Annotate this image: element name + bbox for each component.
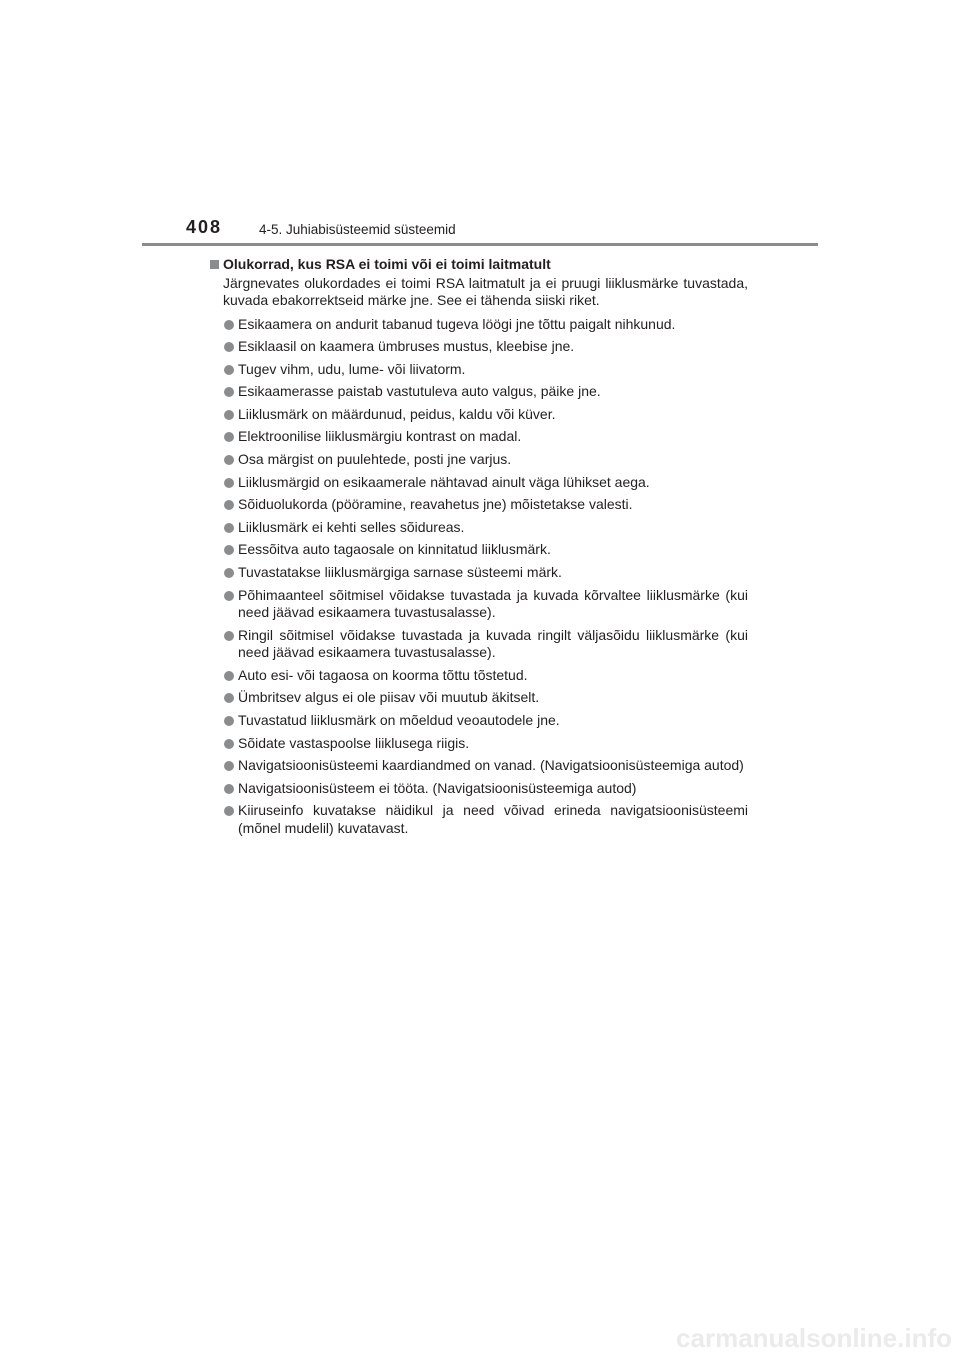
list-item	[208, 451, 748, 469]
list-item-text: Esikaamera on andurit tabanud tugeva löögi jne tõttu paigalt nihkunud.	[238, 315, 676, 332]
header-divider	[142, 243, 818, 246]
page-number: 408	[186, 217, 223, 237]
list-item	[208, 474, 748, 492]
list-item	[208, 406, 748, 424]
circle-bullet-icon	[224, 432, 234, 442]
circle-bullet-icon	[224, 387, 234, 397]
circle-bullet-icon	[224, 693, 234, 703]
page-content	[208, 256, 748, 842]
list-item	[208, 802, 748, 837]
list-item-text: Esikaamerasse paistab vastutuleva auto valgus, päike jne.	[238, 383, 601, 400]
section-title: 4-5. Juhiabisüsteemid süsteemid	[259, 222, 456, 237]
list-item	[208, 667, 748, 685]
circle-bullet-icon	[224, 478, 234, 488]
list-item	[208, 428, 748, 446]
watermark: carmanualsonline.info	[676, 1323, 952, 1353]
list-item	[208, 712, 748, 730]
circle-bullet-icon	[224, 591, 234, 601]
circle-bullet-icon	[224, 784, 234, 794]
list-item	[208, 564, 748, 582]
circle-bullet-icon	[224, 365, 234, 375]
list-item	[208, 587, 748, 622]
circle-bullet-icon	[224, 806, 234, 816]
circle-bullet-icon	[224, 716, 234, 726]
list-item-text: Ringil sõitmisel võidakse tuvastada ja kuvada ringilt väljasõidu liiklusmärke (kui need jäävad esikaamera tuvastusalasse).	[238, 626, 748, 661]
list-item	[208, 338, 748, 356]
list-item-text: Eessõitva auto tagaosale on kinnitatud liiklusmärk.	[238, 541, 551, 558]
list-item-text: Auto esi- või tagaosa on koorma tõttu tõstetud.	[238, 666, 528, 683]
list-item-text: Navigatsioonisüsteemi kaardiandmed on vanad. (Navigatsioonisüsteemiga autod)	[238, 757, 744, 774]
circle-bullet-icon	[224, 455, 234, 465]
section-intro: Järgnevates olukordades ei toimi RSA laitmatult ja ei pruugi liiklusmärke tuvastada, kuvada ebakorrektseid märke jne. See ei tähenda siiski riket.	[223, 274, 748, 308]
list-item-text: Esiklaasil on kaamera ümbruses mustus, kleebise jne.	[238, 338, 575, 355]
circle-bullet-icon	[224, 523, 234, 533]
list-item	[208, 735, 748, 753]
section-heading-text: Olukorrad, kus RSA ei toimi või ei toimi laitmatult	[223, 256, 551, 272]
circle-bullet-icon	[224, 568, 234, 578]
list-item-text: Kiiruseinfo kuvatakse näidikul ja need võivad erineda navigatsioonisüsteemi (mõnel mudelil) kuvatavast.	[238, 802, 748, 836]
list-item-text: Liiklusmärk on määrdunud, peidus, kaldu või küver.	[238, 405, 556, 422]
list-item-text: Sõiduolukorda (pööramine, reavahetus jne) mõistetakse valesti.	[238, 496, 633, 513]
list-item-text: Tugev vihm, udu, lume- või liivatorm.	[238, 360, 466, 377]
list-item	[208, 316, 748, 334]
circle-bullet-icon	[224, 545, 234, 555]
list-item	[208, 541, 748, 559]
list-item-text: Osa märgist on puulehtede, posti jne varjus.	[238, 451, 512, 468]
circle-bullet-icon	[224, 631, 234, 641]
list-item-text: Liiklusmärk ei kehti selles sõidureas.	[238, 518, 465, 535]
circle-bullet-icon	[224, 342, 234, 352]
circle-bullet-icon	[224, 761, 234, 771]
list-item	[208, 780, 748, 798]
list-item-text: Ümbritsev algus ei ole piisav või muutub äkitselt.	[238, 689, 540, 706]
list-item-text: Elektroonilise liiklusmärgiu kontrast on madal.	[238, 428, 522, 445]
list-item-text: Navigatsioonisüsteem ei tööta. (Navigatsioonisüsteemiga autod)	[238, 779, 637, 796]
list-item	[208, 496, 748, 514]
list-item	[208, 383, 748, 401]
circle-bullet-icon	[224, 671, 234, 681]
circle-bullet-icon	[224, 500, 234, 510]
list-item	[208, 361, 748, 379]
circle-bullet-icon	[224, 320, 234, 330]
list-item-text: Tuvastatakse liiklusmärgiga sarnase süsteemi märk.	[238, 564, 562, 581]
page-header	[186, 216, 826, 246]
list-item	[208, 627, 748, 662]
section-heading	[208, 256, 748, 274]
circle-bullet-icon	[224, 410, 234, 420]
list-item-text: Põhimaanteel sõitmisel võidakse tuvastada ja kuvada kõrvaltee liiklusmärke (kui need jäävad esikaamera tuvastusalasse).	[238, 586, 748, 621]
list-item-text: Tuvastatud liiklusmärk on mõeldud veoautodele jne.	[238, 712, 560, 728]
list-item	[208, 757, 748, 775]
list-item	[208, 689, 748, 707]
list-item	[208, 519, 748, 537]
list-item-text: Liiklusmärgid on esikaamerale nähtavad ainult väga lühikset aega.	[238, 473, 650, 490]
condition-list	[208, 316, 748, 838]
list-item-text: Sõidate vastaspoolse liiklusega riigis.	[238, 734, 470, 751]
circle-bullet-icon	[224, 739, 234, 749]
square-bullet-icon	[210, 260, 219, 269]
